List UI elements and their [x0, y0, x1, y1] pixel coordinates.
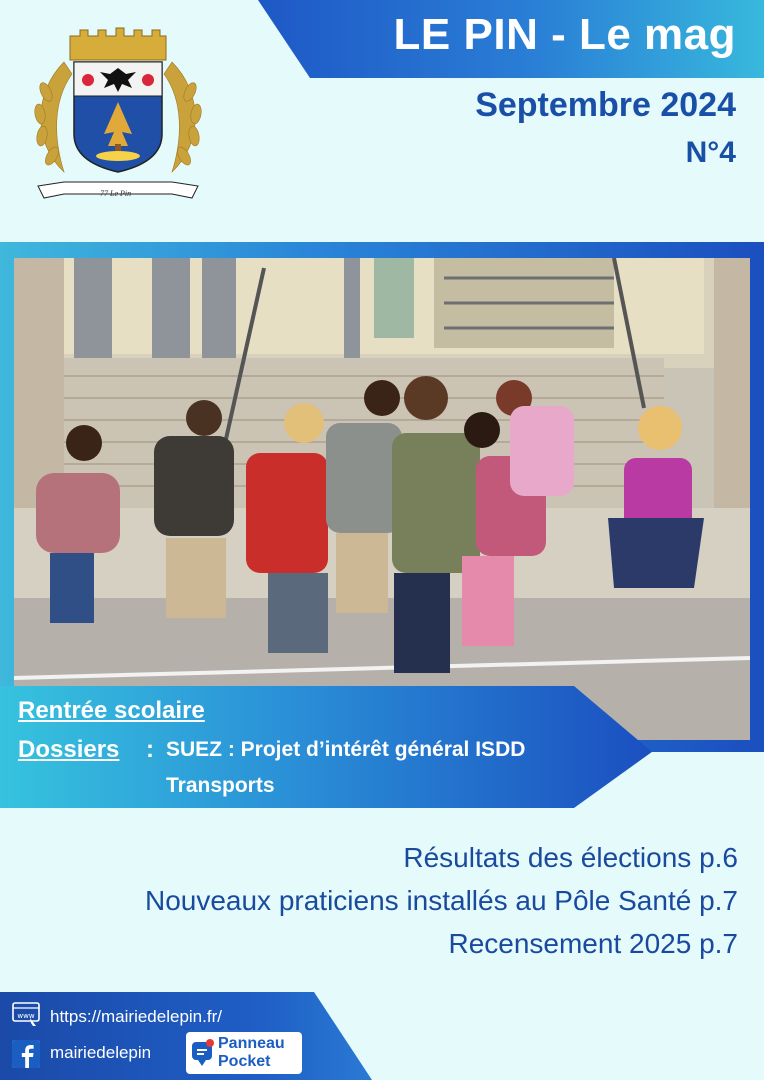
crest-motto-container — [24, 22, 212, 208]
issue-date: Septembre 2024 — [475, 86, 736, 124]
www-icon — [12, 1002, 40, 1028]
website-link[interactable]: https://mairiedelepin.fr/ — [50, 1007, 222, 1026]
dossier-item: SUEZ : Projet d’intérêt général ISDD — [166, 738, 526, 761]
magazine-title: LE PIN - Le mag — [393, 10, 736, 59]
panneau-pocket-icon — [190, 1038, 216, 1068]
headline-praticiens: Nouveaux praticiens installés au Pôle Santé p.7 — [144, 885, 738, 916]
cover-photo — [14, 258, 750, 740]
children-with-backpacks-photo — [14, 258, 750, 740]
svg-text:www: www — [17, 1012, 35, 1020]
dossiers-colon: : — [146, 736, 154, 763]
rentree-scolaire-heading: Rentrée scolaire — [18, 697, 205, 724]
dossiers-label: Dossiers — [18, 736, 120, 763]
headline-recensement: Recensement 2025 p.7 — [448, 928, 738, 959]
issue-number: N°4 — [685, 136, 736, 169]
panneau-pocket-label: Panneau — [218, 1035, 285, 1052]
facebook-icon[interactable] — [12, 1040, 40, 1068]
facebook-link[interactable]: mairiedelepin — [50, 1043, 152, 1062]
headline-elections: Résultats des élections p.6 — [403, 842, 738, 873]
dossier-item: Transports — [166, 774, 275, 797]
crest-motto: 77 Le Pin — [100, 189, 132, 198]
panneau-pocket-label: Pocket — [218, 1053, 271, 1070]
